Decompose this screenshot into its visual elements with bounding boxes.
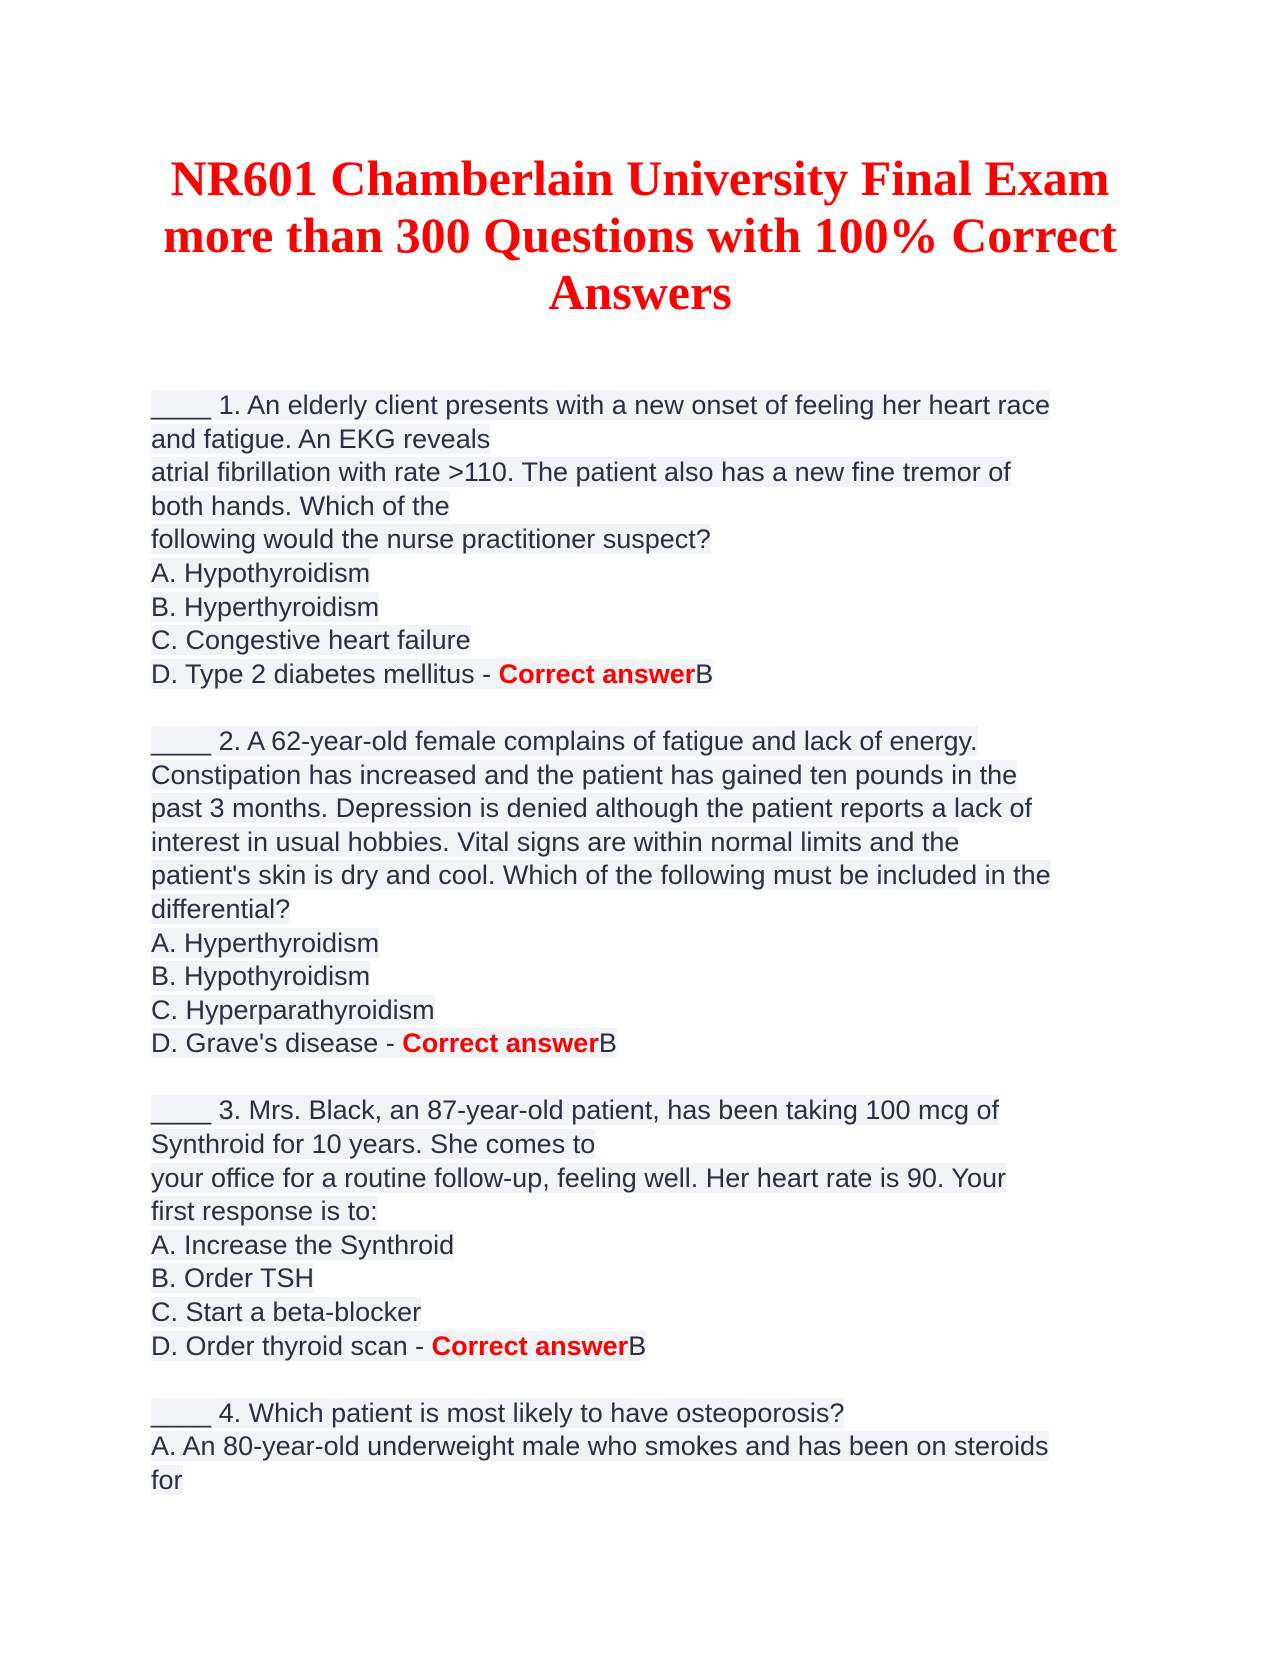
answer-option: A. Hyperthyroidism: [151, 927, 380, 958]
question-text-line: past 3 months. Depression is denied although the patient reports a lack of: [151, 793, 1033, 824]
correct-answer-value: B: [695, 658, 714, 689]
answer-option: A. An 80-year-old underweight male who smokes and has been on steroids: [151, 1431, 1049, 1462]
answer-option: B. Hypothyroidism: [151, 961, 371, 992]
question-text-line: first response is to:: [151, 1196, 378, 1227]
answer-option-text: D. Grave's disease -: [151, 1028, 403, 1059]
correct-answer-label: Correct answer: [498, 658, 696, 689]
question-block: [151, 1397, 1151, 1498]
answer-option: for: [151, 1465, 183, 1495]
answer-option-text: D. Order thyroid scan -: [151, 1330, 432, 1361]
question-text-line: interest in usual hobbies. Vital signs are within normal limits and the: [151, 826, 960, 857]
question-block: [151, 725, 1151, 1061]
answer-option: B. Hyperthyroidism: [151, 591, 380, 622]
question-text-line: ____ 3. Mrs. Black, an 87-year-old patient, has been taking 100 mcg of: [151, 1095, 999, 1126]
answer-option: A. Hypothyroidism: [151, 557, 371, 588]
question-text-line: atrial fibrillation with rate >110. The patient also has a new fine tremor of: [151, 457, 1011, 488]
question-text-line: patient's skin is dry and cool. Which of the following must be included in the: [151, 860, 1051, 891]
answer-option: C. Start a beta-blocker: [151, 1297, 422, 1328]
document-title: [140, 150, 1140, 321]
answer-option: A. Increase the Synthroid: [151, 1229, 455, 1260]
question-text-line: Constipation has increased and the patient has gained ten pounds in the: [151, 759, 1018, 790]
question-text-line: ____ 1. An elderly client presents with a new onset of feeling her heart race: [151, 390, 1051, 420]
correct-answer-label: Correct answer: [402, 1028, 599, 1059]
answer-option: C. Congestive heart failure: [151, 625, 471, 656]
question-text-line: differential?: [151, 893, 291, 924]
answer-option: C. Hyperparathyroidism: [151, 994, 435, 1025]
question-block: [151, 1094, 1151, 1363]
answer-option-with-answer: [151, 1027, 1151, 1061]
question-text-line: and fatigue. An EKG reveals: [151, 423, 491, 454]
title-line: more than 300 Questions with 100% Correct: [163, 207, 1117, 263]
question-text-line: following would the nurse practitioner suspect?: [151, 524, 711, 555]
title-line: Answers: [548, 264, 732, 320]
answer-option-text: D. Type 2 diabetes mellitus -: [151, 658, 499, 689]
question-list: [151, 389, 1151, 1498]
question-text-line: your office for a routine follow-up, feeling well. Her heart rate is 90. Your: [151, 1162, 1006, 1193]
correct-answer-value: B: [628, 1330, 647, 1361]
question-block: [151, 389, 1151, 691]
correct-answer-label: Correct answer: [431, 1330, 629, 1361]
correct-answer-value: B: [598, 1028, 617, 1059]
answer-option-with-answer: [151, 658, 1151, 692]
question-text-line: ____ 4. Which patient is most likely to have osteoporosis?: [151, 1397, 845, 1428]
answer-option: B. Order TSH: [151, 1263, 315, 1294]
question-text-line: ____ 2. A 62-year-old female complains of fatigue and lack of energy.: [151, 725, 978, 756]
question-text-line: Synthroid for 10 years. She comes to: [151, 1129, 596, 1160]
answer-option-with-answer: [151, 1330, 1151, 1364]
title-line: NR601 Chamberlain University Final Exam: [170, 150, 1110, 206]
question-text-line: both hands. Which of the: [151, 490, 450, 521]
